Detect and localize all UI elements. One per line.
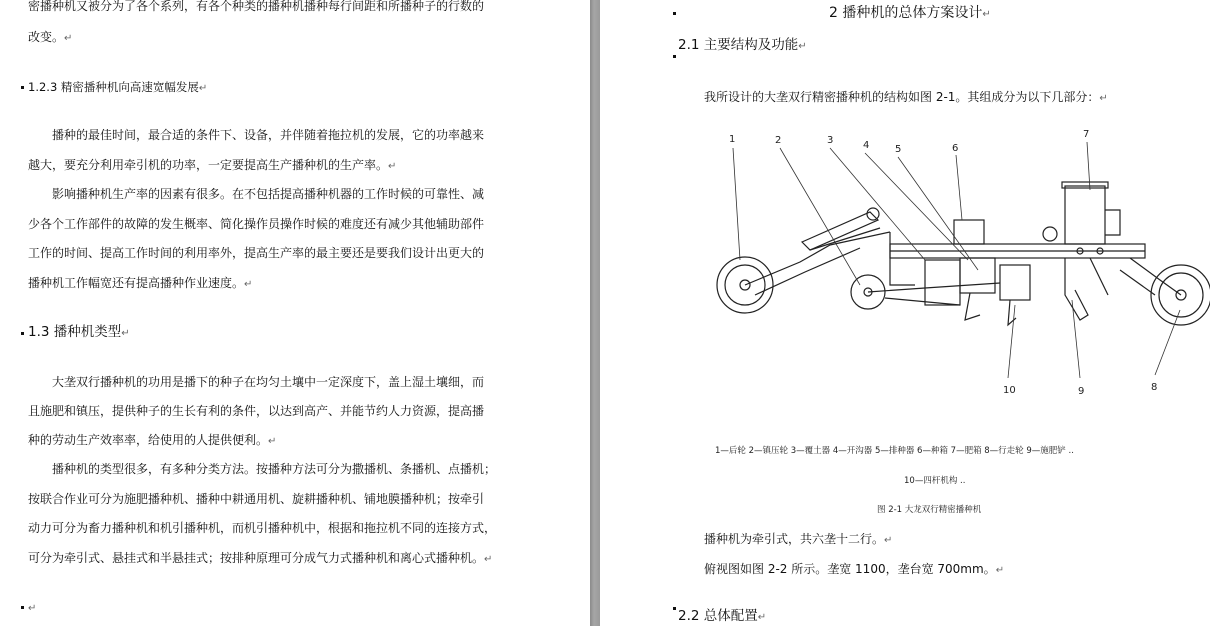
part-number-4: 4 — [863, 140, 870, 151]
heading-bullet — [673, 55, 676, 58]
part-number-6: 6 — [952, 143, 959, 154]
part-number-5: 5 — [895, 144, 902, 155]
linkage-bar — [810, 228, 880, 250]
empty-paragraph-bullet — [21, 606, 24, 609]
figure-legend-line1: 1—后轮 2—镇压轮 3—覆土器 4—开沟器 5—排种器 6—种箱 7—肥箱 8—行走轮 9—施肥铲 .. — [715, 446, 1074, 456]
frame-pivot — [1043, 227, 1057, 241]
four-bar-linkage-10 — [802, 212, 878, 250]
page-gap — [590, 0, 600, 626]
para1-line1: 播种的最佳时间，最合适的条件下、设备，并伴随着拖拉机的发展，它的功率越来 — [52, 128, 485, 142]
heading-2-1: 2.1 主要结构及功能↵ — [678, 37, 807, 53]
opener-body — [925, 260, 960, 305]
para3-line2: 且施肥和镇压，提供种子的生长有利的条件，以达到高产、并能节约人力资源，提高播 — [28, 404, 485, 418]
part-number-2: 2 — [775, 135, 782, 146]
heading-1-2-3: 1.2.3 精密播种机向高速宽幅发展↵ — [28, 80, 208, 94]
fertilizer-side — [1105, 210, 1120, 235]
rear-arm — [745, 232, 890, 285]
empty-paragraph: ↵ — [28, 603, 37, 614]
heading-bullet — [21, 86, 24, 89]
right-page — [600, 0, 1217, 626]
chapter-title: 2 播种机的总体方案设计↵ — [829, 5, 991, 21]
part-number-9: 9 — [1078, 386, 1085, 397]
heading-1-3: 1.3 播种机类型↵ — [28, 324, 130, 340]
seed-meter-5 — [960, 258, 995, 293]
front-arm-lower — [1120, 270, 1155, 295]
part-number-1: 1 — [729, 134, 736, 145]
rear-arm-lower — [755, 248, 860, 295]
heading-bullet — [673, 607, 676, 610]
part-number-10: 10 — [1003, 385, 1016, 396]
fertilizer-shovel-9 — [1065, 258, 1088, 320]
part-number-8: 8 — [1151, 382, 1158, 393]
intro-line-1: 密播种机又被分为了各个系列，有各个种类的播种机播种每行间距和所播种子的行数的 — [28, 0, 485, 13]
drive-chain — [868, 283, 1000, 292]
furrow-opener-4 — [965, 293, 980, 320]
left-page — [0, 0, 590, 626]
drive-chain-lower — [885, 298, 960, 305]
para2-line1: 影响播种机生产率的因素有很多。在不包括提高播种机器的工作时候的可靠性、减 — [52, 187, 485, 201]
paragraph-traction: 播种机为牵引式，共六垄十二行。↵ — [704, 532, 893, 546]
para1-line2: 越大，要充分利用牵引机的功率，一定要提高生产播种机的生产率。↵ — [28, 158, 397, 172]
fertilizer-lid — [1062, 182, 1108, 188]
front-arm — [1130, 258, 1181, 295]
coverer-body — [1000, 265, 1030, 300]
para2-line2: 少各个工作部件的故障的发生概率、简化操作员操作时候的难度还有减少其他辅助部件 — [28, 217, 485, 231]
intro-line-2: 改变。↵ — [28, 30, 73, 44]
seeder-structure-figure — [710, 120, 1210, 405]
para2-line4: 播种机工作幅宽还有提高播种作业速度。↵ — [28, 276, 253, 290]
heading-bullet — [21, 332, 24, 335]
para4-line3: 动力可分为畜力播种机和机引播种机，而机引播种机中，根据和拖拉机不同的连接方式， — [28, 521, 497, 535]
fertilizer-box-7 — [1065, 186, 1105, 244]
heading-2-2: 2.2 总体配置↵ — [678, 608, 767, 624]
intro-paragraph: 我所设计的大垄双行精密播种机的结构如图 2-1。其组成分为以下几部分：↵ — [704, 90, 1108, 104]
seed-box-6 — [954, 220, 984, 244]
part-number-7: 7 — [1083, 129, 1090, 140]
paragraph-topview: 俯视图如图 2-2 所示。垄宽 1100，垄台宽 700mm。↵ — [704, 562, 1005, 576]
para4-line1: 播种机的类型很多，有多种分类方法。按播种方法可分为撒播机、条播机、点播机； — [52, 462, 497, 476]
para4-line2: 按联合作业可分为施肥播种机、播种中耕通用机、旋耕播种机、铺地膜播种机；按牵引 — [28, 492, 485, 506]
para3-line3: 种的劳动生产效率率，给使用的人提供便利。↵ — [28, 433, 277, 447]
figure-legend-line2: 10—四杆机构 .. — [904, 476, 966, 486]
shovel-stay — [1090, 258, 1108, 295]
figure-caption: 图 2-1 大龙双行精密播种机 — [877, 505, 982, 515]
para2-line3: 工作的时间、提高工作时间的利用率外，提高生产率的最主要还是要我们设计出更大的 — [28, 246, 485, 260]
covering-device-3 — [1008, 300, 1016, 325]
part-number-3: 3 — [827, 135, 834, 146]
para3-line1: 大垄双行播种机的功用是播下的种子在均匀土壤中一定深度下，盖上湿土壤细，而 — [52, 375, 485, 389]
para4-line4: 可分为牵引式、悬挂式和半悬挂式；按排种原理可分成气力式播种机和离心式播种机。↵ — [28, 551, 493, 565]
linkage-pivot — [867, 208, 879, 220]
heading-bullet — [673, 12, 676, 15]
